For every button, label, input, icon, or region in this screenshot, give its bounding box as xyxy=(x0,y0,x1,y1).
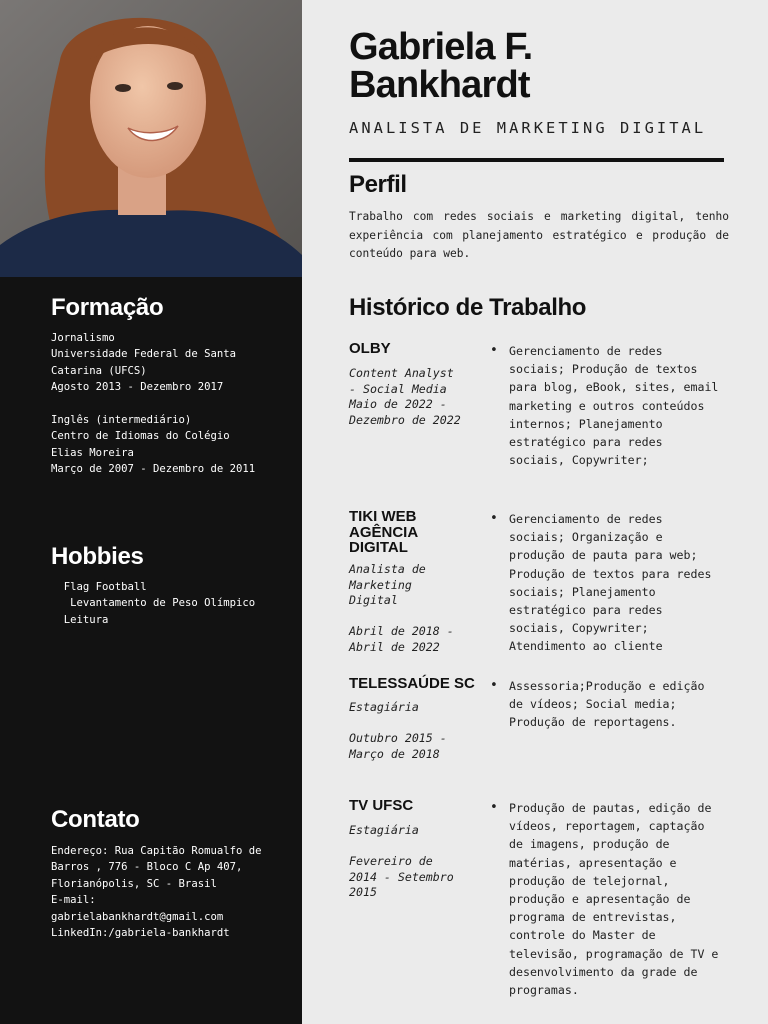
hobbies-heading: Hobbies xyxy=(51,543,144,570)
job-company: TELESSAÚDE SC xyxy=(349,675,475,692)
job-bullet xyxy=(490,799,722,999)
job-bullet-text: Assessoria;Produção e edição de vídeos; Social media; Produção de reportagens. xyxy=(509,679,705,730)
bullet-icon: • xyxy=(490,511,498,526)
profile-heading: Perfil xyxy=(349,171,407,198)
header-divider xyxy=(349,158,724,162)
portrait-image xyxy=(0,0,302,277)
job-bullet xyxy=(490,677,722,732)
education-heading: Formação xyxy=(51,294,164,321)
job-role: ANALISTA DE MARKETING DIGITAL xyxy=(349,119,707,137)
job-title: Analista de Marketing Digital Abril de 2018 - Abril de 2022 xyxy=(349,562,454,654)
job-title: Content Analyst - Social Media Maio de 2022 - Dezembro de 2022 xyxy=(349,366,461,427)
bullet-icon: • xyxy=(490,800,498,815)
job-title: Estagiária Outubro 2015 - Março de 2018 xyxy=(349,700,447,761)
sidebar xyxy=(0,0,302,1024)
job-bullet-text: Produção de pautas, edição de vídeos, reportagem, captação de imagens, produção de matérias, apresentação e produção de telejornal, produção e apresentação de programa de entrevistas, controle do Master de televisão, programação de TV e desenvolvimento da grade de programas. xyxy=(509,801,719,998)
job-bullet-text: Gerenciamento de redes sociais; Organização e produção de pauta para web; Produção de textos para redes sociais; Planejamento estratégico para redes sociais, Copywriter; Atendimento ao cliente xyxy=(509,512,712,654)
contact-text: Endereço: Rua Capitão Romualfo de Barros , 776 - Bloco C Ap 407, Florianópolis, SC - Brasil E-mail: gabrielabankhardt@gmail.com LinkedIn:/gabriela-bankhardt xyxy=(51,845,262,940)
profile-photo xyxy=(0,0,302,277)
job-bullet xyxy=(490,342,722,469)
contact-heading: Contato xyxy=(51,806,140,833)
hobbies-text: Flag Football Levantamento de Peso Olímpico Leitura xyxy=(63,581,256,626)
job-title: Estagiária Fevereiro de 2014 - Setembro 2015 xyxy=(349,823,454,899)
job-bullet-text: Gerenciamento de redes sociais; Produção de textos para blog, eBook, sites, email marketing e outros conteúdos internos; Planejamento estratégico para redes sociais, Copywriter; xyxy=(509,344,719,468)
bullet-icon: • xyxy=(490,343,498,358)
job-company: TV UFSC xyxy=(349,797,414,814)
work-heading: Histórico de Trabalho xyxy=(349,294,586,321)
job-bullet xyxy=(490,510,722,656)
education-text: Jornalismo Universidade Federal de Santa Catarina (UFCS) Agosto 2013 - Dezembro 2017 Inglês (intermediário) Centro de Idiomas do Colégio Elias Moreira Março de 2007 - Dezembro de 2011 xyxy=(51,332,256,476)
job-company: OLBY xyxy=(349,340,391,357)
profile-text: Trabalho com redes sociais e marketing digital, tenho experiência com planejamento estratégico e produção de conteúdo para web. xyxy=(349,210,729,260)
job-company: TIKI WEB AGÊNCIA DIGITAL xyxy=(349,508,418,556)
person-name: Gabriela F. Bankhardt xyxy=(349,26,533,106)
bullet-icon: • xyxy=(490,678,498,693)
